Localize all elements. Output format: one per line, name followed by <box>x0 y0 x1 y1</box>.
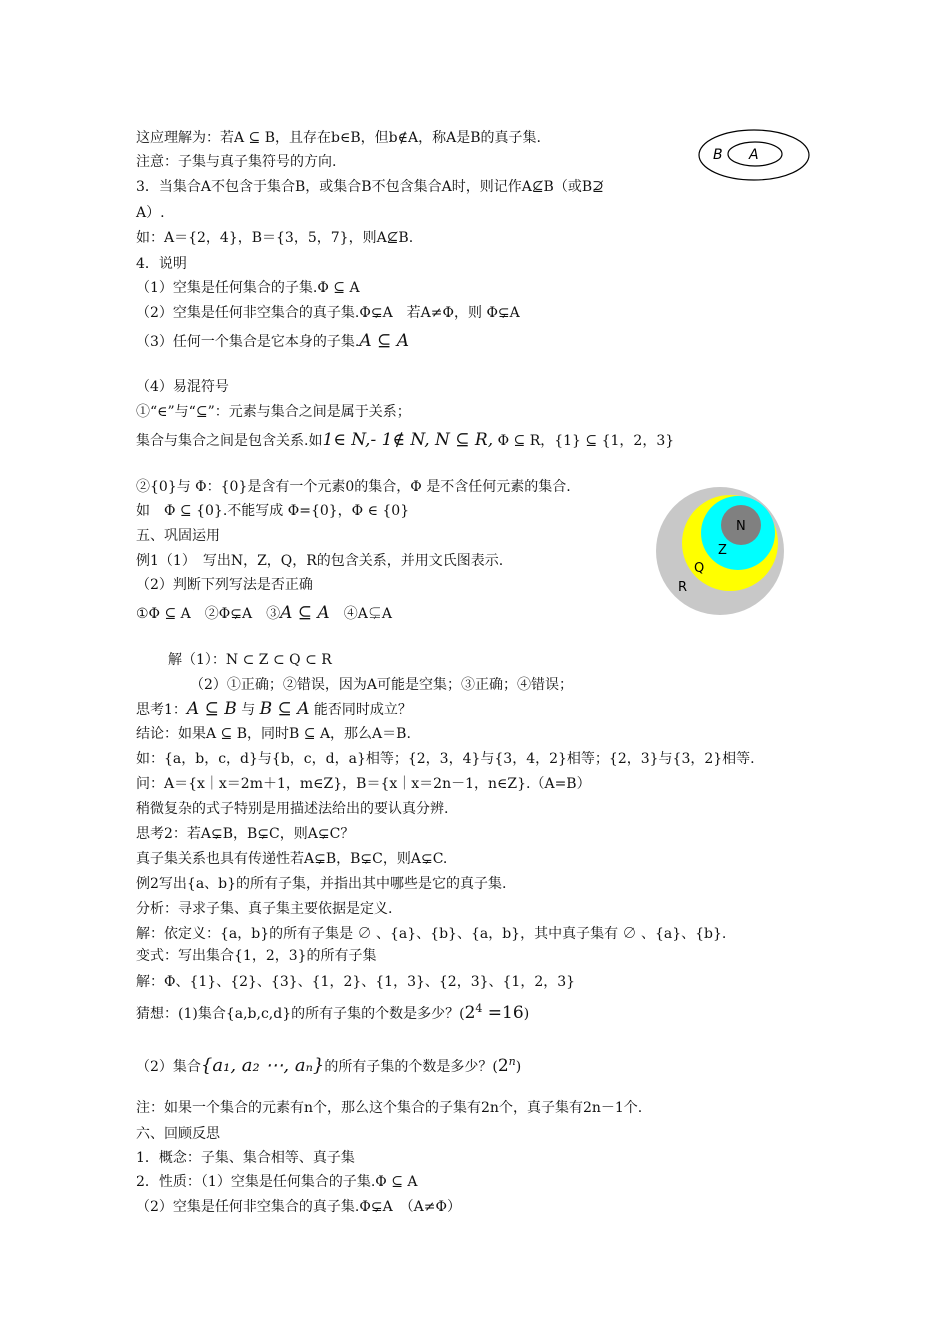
text-line <box>136 1056 521 1078</box>
text-span: ) <box>515 1059 522 1075</box>
text-span: Φ ⊆ R，{1} ⊆ {1，2，3} <box>493 433 675 449</box>
text-line: 1．概念：子集、集合相等、真子集 <box>136 1150 355 1166</box>
text-span: 的所有子集的个数是多少？( <box>324 1059 498 1075</box>
section-heading: 六、回顾反思 <box>136 1126 220 1142</box>
text-line: ①“∈”与“⊆”：元素与集合之间是属于关系； <box>136 404 411 420</box>
text-line: （1）空集是任何集合的子集.Φ ⊆ A <box>136 280 360 296</box>
text-line: ②{0}与 Φ：{0}是含有一个元素0的集合，Φ 是不含任何元素的集合. <box>136 479 571 495</box>
math-expression: A ⊆ B <box>186 699 237 719</box>
text-line: （4）易混符号 <box>136 379 229 395</box>
math-expression: {a₁, a₂ ⋯, aₙ} <box>200 1055 325 1076</box>
text-line: 如 Φ ⊆ {0}.不能写成 Φ={0}，Φ ∈ {0} <box>136 503 410 519</box>
text-line: 这应理解为：若A ⊆ B，且存在b∈B，但b∉A，称A是B的真子集. <box>136 130 541 146</box>
text-span: ④A⊊A <box>329 606 392 622</box>
math-expression: =16 <box>482 1003 524 1023</box>
text-line <box>136 331 409 352</box>
text-line <box>136 1003 529 1025</box>
text-span: 能否同时成立？ <box>309 702 412 718</box>
text-span: ①Φ ⊆ A ②Φ⊊A ③ <box>136 606 281 622</box>
text-span: 猜想：(1)集合{a,b,c,d}的所有子集的个数是多少？( <box>136 1006 465 1022</box>
section-heading: 五、巩固运用 <box>136 528 220 544</box>
set-z-label: Z <box>718 543 727 558</box>
text-line: （2）空集是任何非空集合的真子集.Φ⊊A 若A≠Φ，则 Φ⊊A <box>136 305 520 321</box>
math-expression: A ⊆ A <box>359 331 409 351</box>
venn-diagram-nzqr <box>654 487 798 617</box>
text-line: 变式：写出集合{1，2，3}的所有子集 <box>136 948 377 964</box>
text-span: ) <box>523 1006 530 1022</box>
math-expression: B ⊆ A <box>259 699 310 719</box>
text-line: 分析：寻求子集、真子集主要依据是定义. <box>136 901 393 917</box>
text-line: 解（1）：N ⊂ Z ⊂ Q ⊂ R <box>168 652 332 668</box>
text-line: 例2写出{a、b}的所有子集，并指出其中哪些是它的真子集. <box>136 876 507 892</box>
text-line: 解：Φ、{1}、{2}、{3}、{1，2}、{1，3}、{2，3}、{1，2，3} <box>136 974 576 990</box>
text-line: 4．说明 <box>136 256 187 272</box>
math-expression: 1∈ N,- 1∉ N, N ⊆ R, <box>322 430 494 450</box>
set-a-label: A <box>749 147 759 163</box>
set-q-label: Q <box>694 561 705 576</box>
text-line: A）. <box>136 205 165 221</box>
text-line: 例1（1） 写出N，Z，Q，R的包含关系，并用文氏图表示. <box>136 553 504 569</box>
text-line: 如：A＝{2，4}，B＝{3，5，7}，则A⊈B. <box>136 230 414 246</box>
set-b-label: B <box>713 147 723 163</box>
math-expression: 2 <box>497 1056 509 1076</box>
text-line: 注意：子集与真子集符号的方向. <box>136 154 337 170</box>
text-span: 集合与集合之间是包含关系.如 <box>136 433 323 449</box>
superscript: n <box>508 1055 516 1068</box>
superscript: 4 <box>475 1002 483 1015</box>
text-line: 真子集关系也具有传递性若A⊊B，B⊊C，则A⊊C. <box>136 851 448 867</box>
text-span: 与 <box>236 702 260 718</box>
text-line <box>136 430 674 451</box>
text-line <box>136 699 412 720</box>
text-line: 问：A＝{x｜x＝2m＋1，m∈Z}，B＝{x｜x＝2n－1，n∈Z}.（A=B） <box>136 776 591 792</box>
set-r-label: R <box>678 580 688 595</box>
text-line: （2）①正确；②错误，因为A可能是空集；③正确；④错误； <box>190 677 574 693</box>
venn-diagram-b-a <box>697 127 813 185</box>
math-expression: 2 <box>464 1003 476 1023</box>
text-line: 如：{a，b，c，d}与{b，c，d，a}相等；{2，3，4}与{3，4，2}相等；{2，3}与{3，2}相等. <box>136 751 755 767</box>
text-line: 结论：如果A ⊆ B，同时B ⊆ A，那么A＝B. <box>136 726 411 742</box>
text-line: 注：如果一个集合的元素有n个，那么这个集合的子集有2n个，真子集有2n－1个. <box>136 1100 643 1116</box>
text-line: （2）判断下列写法是否正确 <box>136 577 313 593</box>
text-span: （2）集合 <box>136 1059 201 1075</box>
text-line: 3．当集合A不包含于集合B，或集合B不包含集合A时，则记作A⊈B（或B⊉ <box>136 179 604 195</box>
text-line <box>136 603 392 624</box>
text-line: 解：依定义：{a，b}的所有子集是 ∅ 、{a}、{b}、{a，b}，其中真子集有 ∅ 、{a}、{b}. <box>136 926 727 942</box>
text-line: 思考2：若A⊊B，B⊊C，则A⊊C？ <box>136 826 355 842</box>
math-expression: A ⊆ A <box>280 603 330 623</box>
text-span: 思考1： <box>136 702 187 718</box>
text-line: 稍微复杂的式子特别是用描述法给出的要认真分辨. <box>136 801 449 817</box>
text-line: （2）空集是任何非空集合的真子集.Φ⊊A （A≠Φ） <box>136 1199 461 1215</box>
text-span: （3）任何一个集合是它本身的子集. <box>136 334 360 350</box>
set-n-label: N <box>736 519 746 534</box>
text-line: 2．性质：（1）空集是任何集合的子集.Φ ⊆ A <box>136 1174 418 1190</box>
